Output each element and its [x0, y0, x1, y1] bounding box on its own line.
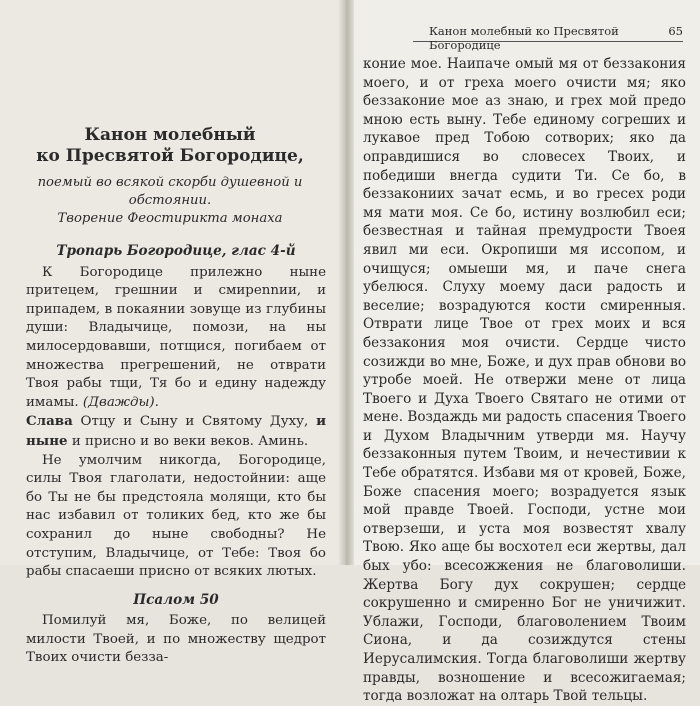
theotokion-text: Не умолчим никогда, Богородице, силы Твоя глаголати, недостойнии: аще бо Ты не бы предстояла молящи, кто бы нас избавил от толиких бед, кто же бы сохранил до ныне свободны? Не отступим, Владычице, от Тебе: Твоя бо рабы спасаеши присно от всяких лютых. — [26, 452, 326, 580]
left-page — [0, 0, 345, 666]
glory-bold: Слава — [26, 413, 73, 430]
troparion-heading: Тропарь Богородице, глас 4-й — [56, 243, 296, 259]
psalm-heading: Псалом 50 — [133, 591, 219, 608]
right-page — [345, 0, 700, 705]
now-text: и присно и во веки веков. Аминь. — [71, 433, 309, 449]
troparion-body: К Богородице прилежно ныне притецем, грешнии и смирennии, и припадем, в покаянии зовуще из глубины души: Владычице, помози, на ны милосердовавши, потщися, погибаем от множества прегрешений, не отврати Твоя рабы тщи, Тя бо и едину надежду имамы. — [26, 264, 326, 410]
canon-author: Творение Феостирикта монаха — [57, 211, 283, 226]
twice-note: (Дважды). — [82, 394, 159, 410]
psalm-text: Помилуй мя, Боже, по велицей милости Твоей, и по множеству щедрот Твоих очисти безза- — [26, 613, 326, 666]
title-line-2: ко Пресвятой Богородице, — [36, 146, 304, 166]
troparion-text — [26, 264, 326, 413]
book-spine — [338, 0, 354, 565]
now-bold: и ныне — [26, 413, 326, 449]
spacer — [26, 582, 326, 591]
running-header — [413, 24, 683, 52]
canon-subtitle: поемый во всякой скорби душевной и обстоянии. — [37, 175, 303, 208]
glory-text: Отцу и Сыну и Святому Духу, — [80, 414, 309, 430]
title-line-1: Канон молебный — [84, 125, 256, 145]
psalm-continuation: кониe мое. Наипаче омый мя от беззакония моего, и от греха моего очисти мя; яко беззаконие мое аз знаю, и грех мой предо мною есть выну. Тебе единому согреших и лукавое пред Тобою сотворих; яко да оправдишися во словесех Твоих, и победиши внегда судити Ти. Се бо, в беззакониих зачат есмь, и во гресех роди мя мати моя. Се бо, истину возлюбил еси; безвестная и тайная премудрости Твоея явил ми еси. Окропиши мя иссопом, и очищуся; омыеши мя, и паче снега убелюся. Слуху моему даси радость и веселие; возрадуются кости смиренныя. Отврати лице Твое от грех моих и вся беззакония моя очисти. Сердце чисто созижди во мне, Боже, и дух прав обнови во утробе моей. Не отвержи мене от лица Твоего и Духа Твоего Святаго не отими от мене. Воздаждь ми радость спасения Твоего и Духом Владычним утверди мя. Научу беззаконныя путем Твоим, и нечестивии к Тебе обратятся. Избави мя от кровей, Боже, Боже спасения моего; возрадуется язык мой правде Твоей. Господи, устне мои отверзеши, и уста моя возвестят хвалу Твою. Яко аще бы восхотел еси жертвы, дал бых убо: всесожжения не благоволиши. Жертва Богу дух сокрушен; сердце сокрушенно и смиренно Бог не уничижит. Ублажи, Господи, благоволением Твоим Сиона, и да созиждутся стены Иерусалимския. Тогда благоволиши жертву правды, возношение и всесожигаемая; тогда возложат на олтарь Твой тельцы. — [363, 56, 686, 705]
canon-title — [20, 125, 320, 167]
troparion-section — [26, 242, 326, 668]
glory-line — [26, 412, 326, 451]
page-number: 65 — [668, 24, 683, 38]
running-header-title: Канон молебный ко Пресвятой Богородице — [429, 24, 619, 52]
